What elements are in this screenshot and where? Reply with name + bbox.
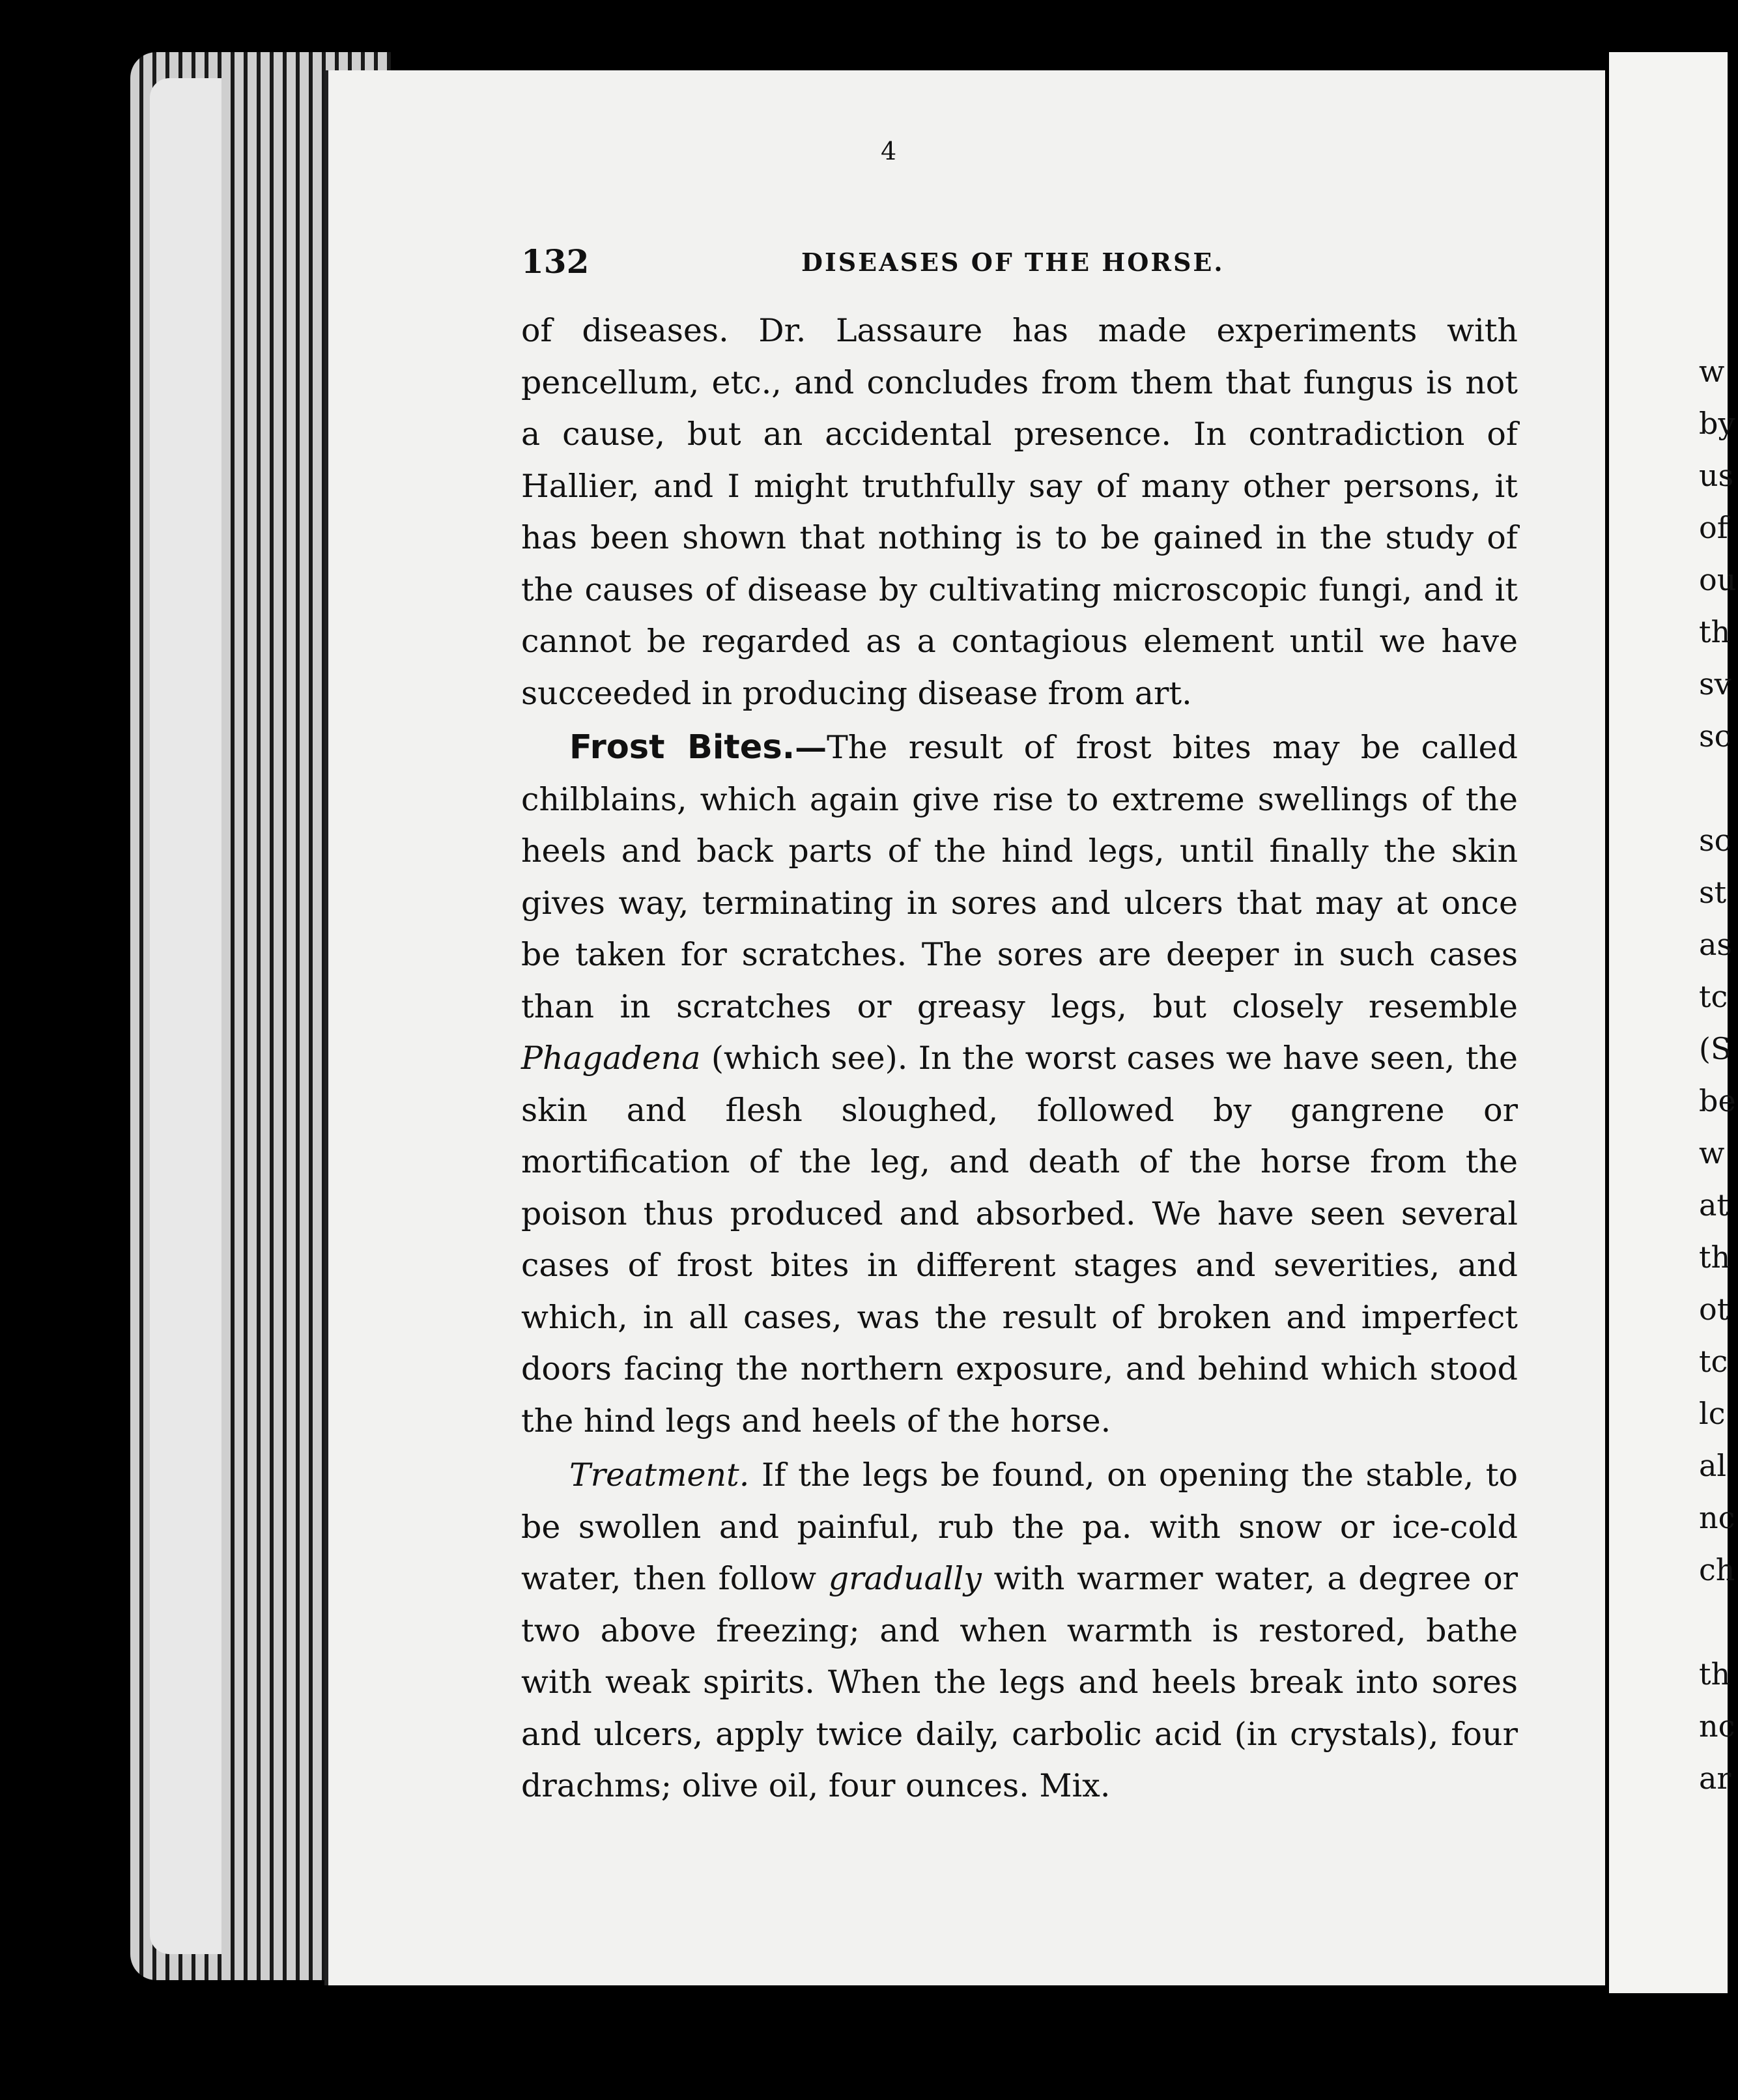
facing-page-fragment: sv [1699, 666, 1731, 702]
facing-page-fragment: th [1699, 1240, 1731, 1275]
body-text [521, 305, 1518, 1815]
section-heading-frost-bites: Frost Bites. [569, 728, 795, 767]
facing-page-fragment: (S [1699, 1031, 1731, 1066]
facing-page-fragment: sc [1699, 718, 1731, 754]
frost-bites-text-part-1: The result of frost bites may be called chilblains, which again give rise to extreme swellings of the heels and back parts of the hind legs, until finally the skin gives way, terminating in sores and ulcers that may at once be taken for scratches. The sores are deeper in such cases than in scratches or greasy legs, but closely resemble [521, 729, 1518, 1025]
facing-page-fragment: us [1699, 458, 1734, 493]
facing-page-fragment: be [1699, 1083, 1736, 1118]
facing-page-fragment: th [1699, 1656, 1731, 1692]
em-dash: — [795, 728, 827, 766]
facing-page-fragment: w [1699, 354, 1725, 389]
italic-term-phagadena: Phagadena [521, 1040, 701, 1077]
facing-page-fragment: sc [1699, 823, 1731, 858]
facing-page-fragment: ch [1699, 1552, 1735, 1587]
facing-page-fragment: al [1699, 1448, 1727, 1483]
frost-bites-text-part-2: (which see). In the worst cases we have seen, the skin and flesh sloughed, followed by gangrene or mortification of the leg, and death of the horse from the poison thus produced and absorbed. We have seen several cases of frost bites in different stages and severities, and which, in all cases, was the result of broken and imperfect doors facing the northern exposure, and behind which stood the hind legs and heels of the horse. [521, 1040, 1518, 1440]
facing-page-fragment: nc [1699, 1500, 1735, 1535]
facing-page-fragment: tc [1699, 979, 1728, 1014]
book-cover-edge [150, 78, 221, 1954]
treatment-text-part-1: If the legs be found, on opening the stable, to be swollen and painful, rub the pa. with snow or ice-cold water, then follow [521, 1456, 1518, 1597]
facing-page-text-fragments [1699, 345, 1738, 1804]
italic-word-gradually: gradually [828, 1560, 982, 1597]
facing-page-fragment: at [1699, 1187, 1729, 1223]
facing-page-fragment: as [1699, 927, 1733, 962]
section-heading-treatment: Treatment. [569, 1456, 750, 1494]
facing-page-fragment: lc [1699, 1396, 1726, 1431]
facing-page-fragment: th [1699, 614, 1731, 649]
facing-page-fragment: by [1699, 406, 1735, 441]
facing-page-fragment [1699, 762, 1738, 814]
facing-page-fragment: ot [1699, 1292, 1730, 1327]
facing-page-fragment: of [1699, 510, 1728, 545]
running-head: DISEASES OF THE HORSE. [801, 248, 1225, 277]
paragraph-continuation: of diseases. Dr. Lassaure has made experiments with pencellum, etc., and concludes from them that fungus is not a cause, but an accidental presence. In contradiction of Hallier, and I might truthfully say of many other persons, it has been shown that nothing is to be gained in the study of the causes of disease by cultivating microscopic fungi, and it cannot be regarded as a contagious element until we have succeeded in producing disease from art. [521, 312, 1518, 712]
page-number: 132 [521, 242, 590, 281]
treatment-text-part-2: with warmer water, a degree or two above freezing; and when warmth is restored, bathe with weak spirits. When the legs and heels break into sores and ulcers, apply twice daily, carbolic acid (in crystals), four drachms; olive oil, four ounces. Mix. [521, 1560, 1518, 1804]
page-mark: 4 [881, 137, 897, 165]
page-header [521, 242, 1518, 288]
facing-page-fragment [1699, 1596, 1738, 1648]
facing-page-fragment: w [1699, 1135, 1725, 1171]
facing-page-fragment: ar [1699, 1761, 1731, 1796]
facing-page-fragment: nc [1699, 1709, 1735, 1744]
facing-page-fragment: tc [1699, 1344, 1728, 1379]
facing-page-fragment: ou [1699, 562, 1737, 597]
paragraph-frost-bites [521, 722, 1518, 1447]
paragraph-treatment [521, 1449, 1518, 1812]
facing-page-fragment: st [1699, 875, 1727, 910]
